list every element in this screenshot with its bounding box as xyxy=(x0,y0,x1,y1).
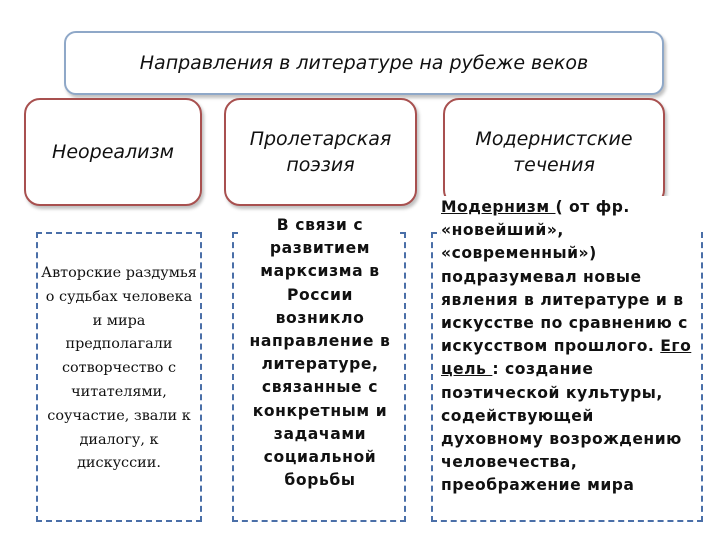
diagram-title: Направления в литературе на рубеже веков xyxy=(139,52,589,74)
neorealism-description xyxy=(36,232,202,522)
modernism-term: Модернизм xyxy=(441,198,556,216)
modernism-goal-label: Его цель xyxy=(441,337,692,379)
category-modernist-movements xyxy=(443,98,665,206)
proletarian-text: В связи с развитием марксизма в России возникло направление в литературе, связанные с конкретным и задачами социальной борьбы xyxy=(249,216,391,490)
neorealism-text: Авторские раздумья о судьбах человека и мира предполагали сотворчество с читателями, соучастие, звали к диалогу, к дискуссии. xyxy=(41,265,197,472)
category-label: Пролетарская поэзия xyxy=(249,128,392,176)
category-proletarian-poetry xyxy=(224,98,417,206)
title-box xyxy=(64,31,664,95)
category-label: Модернистские течения xyxy=(475,128,633,176)
modernism-goal-text: : создание поэтической культуры, содействующей духовному возрождению человечества, преображение мира xyxy=(441,360,682,495)
proletarian-description xyxy=(240,214,400,492)
modernism-description xyxy=(441,196,701,498)
category-label: Неореализм xyxy=(52,141,174,163)
category-neorealism xyxy=(24,98,202,206)
modernism-definition: ( от фр. «новейший», «современный») подразумевал новые явления в литературе и в искусстве по сравнению с искусством прошлого. xyxy=(441,198,688,356)
